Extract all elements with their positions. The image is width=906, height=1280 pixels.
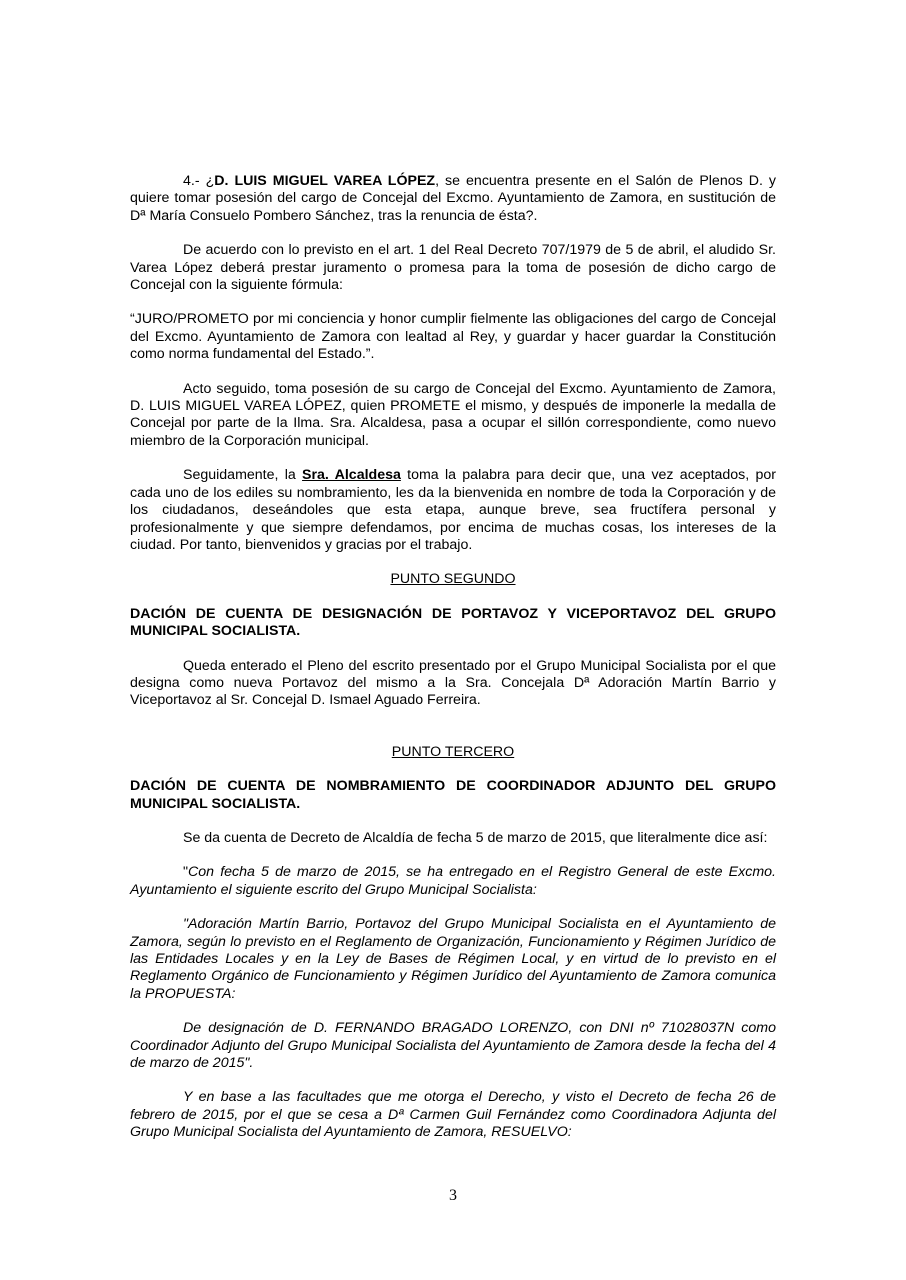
section-title-third: DACIÓN DE CUENTA DE NOMBRAMIENTO DE COORDINADOR ADJUNTO DEL GRUPO MUNICIPAL SOCIALISTA. xyxy=(130,778,776,812)
paragraph-question xyxy=(130,173,776,225)
section-heading-third: PUNTO TERCERO xyxy=(391,743,515,760)
welcome-text: toma la palabra para decir que, una vez aceptados, por cada uno de los ediles su nombramiento, les da la bienvenida en nombre de toda la Corporación y de los ciudadanos, deseándoles que esta etapa, aunque breve, sea fructífera personal y profesionalmente y que siempre defendamos, por encima de muchas cosas, los intereses de la ciudad. Por tanto, bienvenidos y gracias por el trabajo. xyxy=(130,467,776,553)
paragraph-oath-formula: “JURO/PROMETO por mi conciencia y honor cumplir fielmente las obligaciones del cargo de Concejal del Excmo. Ayuntamiento de Zamora con lealtad al Rey, y guardar y hacer guardar la Constitución como norma fundamental del Estado.”. xyxy=(130,311,776,363)
paragraph-quote-designation: De designación de D. FERNANDO BRAGADO LORENZO, con DNI nº 71028037N como Coordinador Adjunto del Grupo Municipal Socialista del Ayuntamiento de Zamora desde la fecha del 4 de marzo de 2015". xyxy=(130,1020,776,1072)
section-title-second: DACIÓN DE CUENTA DE DESIGNACIÓN DE PORTAVOZ Y VICEPORTAVOZ DEL GRUPO MUNICIPAL SOCIALISTA. xyxy=(130,605,776,640)
paragraph-decree-intro: Se da cuenta de Decreto de Alcaldía de fecha 5 de marzo de 2015, que literalmente dice así: xyxy=(183,829,768,846)
document-page xyxy=(130,173,776,1142)
page-number: 3 xyxy=(449,1187,457,1204)
paragraph-quote-resolution: Y en base a las facultades que me otorga el Derecho, y visto el Decreto de fecha 26 de febrero de 2015, por el que se cesa a Dª Carmen Guil Fernández como Coordinadora Adjunta del Grupo Municipal Socialista del Ayuntamiento de Zamora, RESUELVO: xyxy=(130,1089,776,1141)
quote-registry-text: Con fecha 5 de marzo de 2015, se ha entregado en el Registro General de este Excmo. Ayuntamiento el siguiente escrito del Grupo Municipal Socialista: xyxy=(130,864,776,898)
paragraph-decree-reference: De acuerdo con lo previsto en el art. 1 del Real Decreto 707/1979 de 5 de abril, el aludido Sr. Varea López deberá prestar juramento o promesa para la toma de posesión de dicho cargo de Concejal con la siguiente fórmula: xyxy=(130,242,776,294)
question-text: , se encuentra presente en el Salón de Plenos D. y quiere tomar posesión del cargo de Concejal del Excmo. Ayuntamiento de Zamora, en sustitución de Dª María Consuelo Pombero Sánchez, tras la renuncia de ésta?. xyxy=(130,173,777,224)
paragraph-taking-office: Acto seguido, toma posesión de su cargo de Concejal del Excmo. Ayuntamiento de Zamora, D. LUIS MIGUEL VAREA LÓPEZ, quien PROMETE el mismo, y después de imponerle la medalla de Concejal por parte de la Ilma. Sra. Alcaldesa, pasa a ocupar el sillón correspondiente, como nuevo miembro de la Corporación municipal. xyxy=(130,380,776,449)
mayor-title: Sra. Alcaldesa xyxy=(302,467,401,484)
question-prefix: 4.- ¿ xyxy=(183,173,215,189)
councillor-name: D. LUIS MIGUEL VAREA LÓPEZ xyxy=(214,173,436,189)
quote-mark: " xyxy=(183,864,189,881)
paragraph-spokesperson: Queda enterado el Pleno del escrito presentado por el Grupo Municipal Socialista por el que designa como nueva Portavoz del mismo a la Sra. Concejala Dª Adoración Martín Barrio y Viceportavoz al Sr. Concejal D. Ismael Aguado Ferreira. xyxy=(130,657,776,709)
paragraph-quote-registry xyxy=(130,864,776,899)
paragraph-quote-proposal: "Adoración Martín Barrio, Portavoz del Grupo Municipal Socialista en el Ayuntamiento de Zamora, según lo previsto en el Reglamento de Organización, Funcionamiento y Régimen Jurídico de las Entidades Locales y en la Ley de Bases de Régimen Local, y en virtud de lo previsto en el Reglamento Orgánico de Funcionamiento y Régimen Jurídico del Ayuntamiento de Zamora comunica la PROPUESTA: xyxy=(130,916,776,1002)
welcome-prefix: Seguidamente, la xyxy=(183,467,303,484)
section-heading-second: PUNTO SEGUNDO xyxy=(390,571,516,588)
paragraph-mayor-welcome xyxy=(130,467,776,554)
